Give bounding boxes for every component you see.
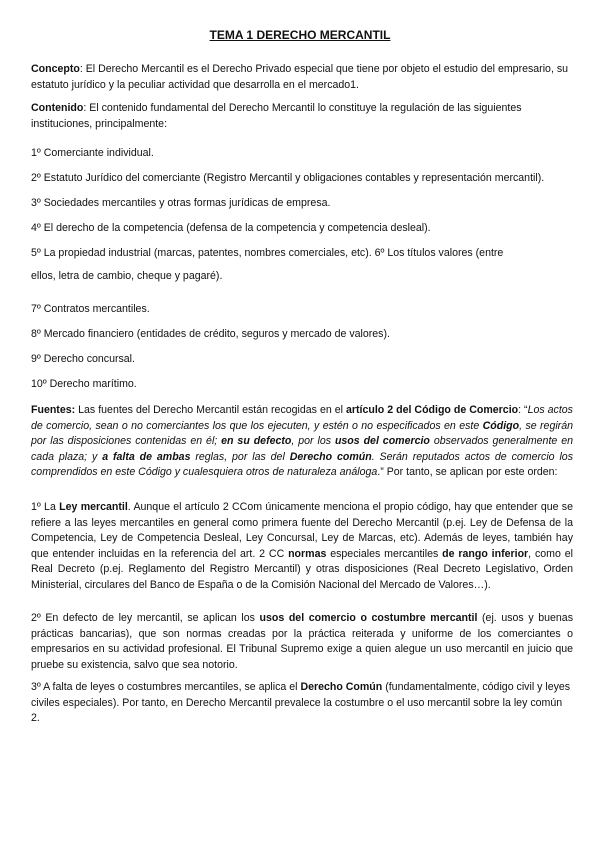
fuentes-article-ref: artículo 2 del Código de Comercio bbox=[345, 404, 519, 416]
fuentes-quote-text: observados generalmente en cada plaza; y bbox=[31, 435, 573, 463]
fuentes-text: Las fuentes del Derecho Mercantil están recogidas en el bbox=[75, 404, 346, 416]
fuentes-quote-bold: en su defecto bbox=[221, 435, 292, 448]
fuentes-quote-text: , se regirán por las disposiciones contenidas en él; bbox=[31, 419, 573, 448]
fuentes-quote-text: reglas, por las del bbox=[190, 450, 290, 463]
p1-bold: normas bbox=[288, 547, 327, 560]
fuentes-quote-text: . Serán reputados actos de comercio los comprendidos en este Código y cualesquiera otros de naturaleza análoga bbox=[31, 450, 573, 479]
contenido-text: : El contenido fundamental del Derecho Mercantil lo constituye la regulación de las siguientes instituciones, principalmente: bbox=[31, 102, 522, 130]
fuentes-text-end: .” Por tanto, se aplican por este orden: bbox=[377, 466, 558, 479]
list-item: ellos, letra de cambio, cheque y pagaré). bbox=[31, 270, 223, 282]
list-item: 7º Contratos mercantiles. bbox=[31, 303, 150, 315]
usos-comercio-paragraph bbox=[31, 611, 573, 673]
fuentes-quote-text: , por los bbox=[291, 435, 335, 448]
p2-text: 2º En defecto de ley mercantil, se aplican los bbox=[31, 612, 260, 624]
list-item: 5º La propiedad industrial (marcas, patentes, nombres comerciales, etc). 6º Los títulos valores (entre bbox=[31, 247, 504, 259]
p1-text: , como el Real Decreto (p.ej. Reglamento del Registro Mercantil) y otras disposiciones (Real Decreto Legislativo, Orden Ministerial, circulares del Banco de España o de la Comisión Nacional del Mercado de Valores…). bbox=[31, 547, 573, 591]
p3-bold: Derecho Común bbox=[300, 681, 383, 693]
p1-text: . Aunque el artículo 2 CCom únicamente menciona el propio código, hay que entender que se refiere a las leyes mercantiles en general como primera fuente del Derecho Mercantil (p.ej. Ley de Defensa de la Competencia, Ley de Competencia Desleal, Ley Concursal, Ley de Marcas, etc). Además de leyes, también hay que entender incluidas en la referencia del art. 2 CC bbox=[31, 501, 573, 560]
fuentes-quote-bold: Código bbox=[482, 419, 520, 432]
p3-text: 3º A falta de leyes o costumbres mercantiles, se aplica el bbox=[31, 681, 301, 693]
list-item: 8º Mercado financiero (entidades de crédito, seguros y mercado de valores). bbox=[31, 328, 390, 340]
p3-text: (fundamentalmente, código civil y leyes civiles especiales). Por tanto, en Derecho Mercantil prevalece la costumbre o el uso mercantil sobre la ley común 2. bbox=[31, 681, 571, 725]
p2-bold: usos del comercio o costumbre mercantil bbox=[259, 612, 478, 624]
list-item: 4º El derecho de la competencia (defensa de la competencia y competencia desleal). bbox=[31, 222, 431, 234]
ley-mercantil-paragraph bbox=[31, 500, 573, 594]
fuentes-quote-bold: Derecho común bbox=[289, 450, 372, 463]
list-item: 10º Derecho marítimo. bbox=[31, 378, 137, 390]
page-title: TEMA 1 DERECHO MERCANTIL bbox=[209, 28, 391, 42]
list-item: 9º Derecho concursal. bbox=[31, 353, 135, 365]
concepto-label: Concepto bbox=[31, 63, 80, 75]
contenido-label: Contenido bbox=[31, 102, 84, 114]
fuentes-quote-bold: a falta de ambas bbox=[102, 450, 191, 463]
p1-text: 1º La bbox=[31, 501, 60, 513]
p1-bold: de rango inferior bbox=[442, 547, 529, 560]
contenido-paragraph bbox=[31, 101, 573, 132]
p1-bold: Ley mercantil bbox=[59, 501, 128, 513]
p2-text: (ej. usos y buenas prácticas bancarias), que son normas creadas por la práctica reiterada y uniforme de los comerciantes o empresarios en su actividad profesional. El Tribunal Supremo exige a quien alegue un uso mercantil en juicio que pruebe su existencia, salvo que sea notorio. bbox=[31, 612, 574, 671]
fuentes-quote-open: : “ bbox=[518, 404, 528, 416]
fuentes-label: Fuentes: bbox=[31, 404, 76, 416]
fuentes-quote-bold: usos del comercio bbox=[334, 435, 430, 448]
fuentes-paragraph bbox=[31, 403, 573, 481]
list-item: 1º Comerciante individual. bbox=[31, 147, 154, 159]
fuentes-quote-text: Los actos de comercio, sean o no comerciantes los que los ejecuten, y estén o no especificados en este bbox=[31, 404, 573, 432]
derecho-comun-paragraph bbox=[31, 680, 573, 727]
list-item: 2º Estatuto Jurídico del comerciante (Registro Mercantil y obligaciones contables y representación mercantil). bbox=[31, 172, 545, 184]
p1-text: especiales mercantiles bbox=[326, 547, 443, 560]
concepto-paragraph bbox=[31, 62, 573, 93]
concepto-text: : El Derecho Mercantil es el Derecho Privado especial que tiene por objeto el estudio del empresario, su estatuto jurídico y la peculiar actividad que desarrolla en el mercado1. bbox=[31, 63, 569, 91]
list-item: 3º Sociedades mercantiles y otras formas jurídicas de empresa. bbox=[31, 197, 331, 209]
